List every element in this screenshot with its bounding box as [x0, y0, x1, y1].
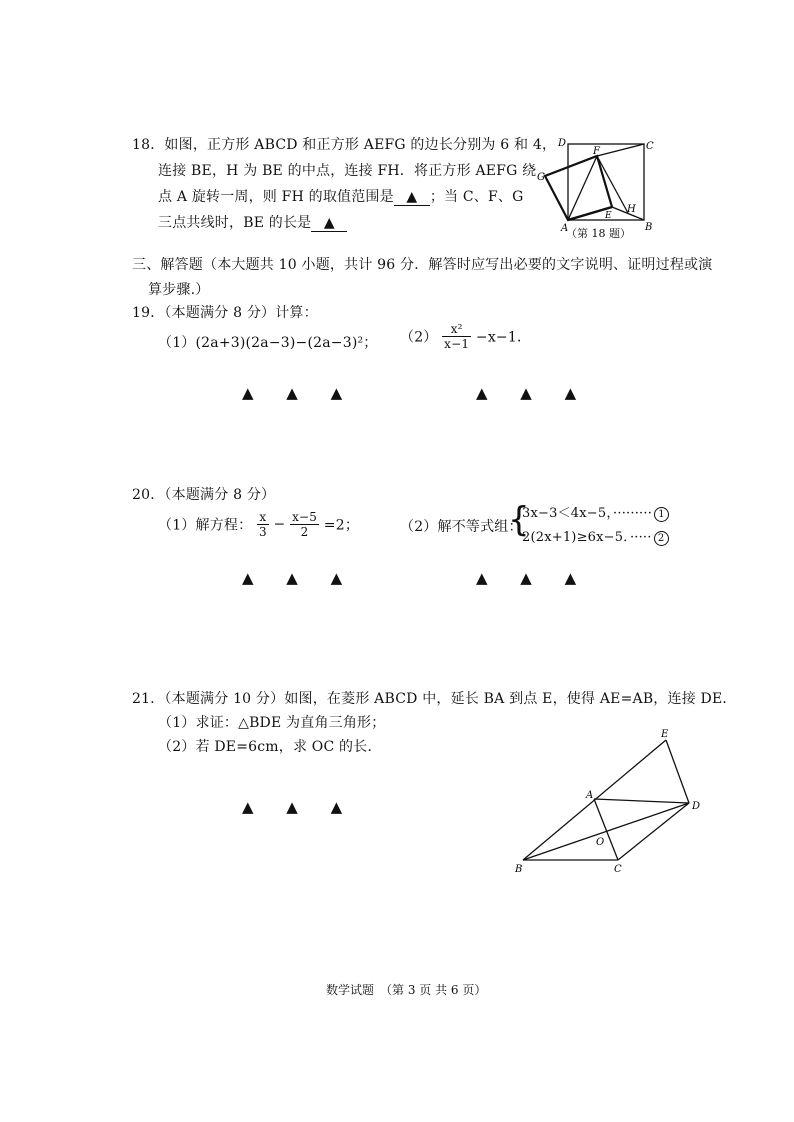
q18-line4-text: 三点共线时，BE 的长是: [158, 215, 312, 231]
q19-header: 19．（本题满分 8 分）计算：: [132, 305, 318, 321]
q20-minus: −: [273, 516, 286, 533]
q20-fraction-2-den: 2: [300, 525, 309, 539]
page-footer: 数学试题 （第 3 页 共 6 页）: [326, 983, 487, 997]
q20-fraction-1-den: 3: [258, 525, 267, 539]
q19-part2-prefix: （2）: [400, 329, 438, 346]
section3-line2: 算步骤.）: [148, 282, 210, 298]
segment-fh: [597, 156, 628, 213]
q21-header: 21．（本题满分 10 分）如图，在菱形 ABCD 中，延长 BA 到点 E，使得 AE=AB，连接 DE．: [132, 691, 737, 707]
q20-part1: [158, 510, 359, 539]
q19-part1: （1）(2a+3)(2a−3)−(2a−3)²；: [158, 335, 378, 351]
q19-fraction-den: x−1: [444, 337, 470, 351]
q20-inequality-1-text: 3x−3＜4x−5，·········: [522, 506, 653, 521]
segment-dc: [618, 803, 689, 860]
q18-label-a: A: [561, 223, 569, 234]
q21-label-o: O: [596, 837, 605, 848]
q19-fraction-num: x²: [442, 322, 471, 337]
segment-ad: [594, 799, 689, 803]
q18-line3: [158, 186, 524, 206]
q19-answer-right: ▲ ▲ ▲: [476, 384, 591, 402]
q18-caption: （第 18 题）: [566, 227, 631, 240]
q18-label-b: B: [645, 222, 653, 233]
q21-figure: [506, 726, 710, 878]
q20-part1-suffix: =2；: [323, 517, 360, 534]
q20-fraction-1-num: x: [257, 510, 269, 525]
q19-answer-left: ▲ ▲ ▲: [242, 384, 357, 402]
q20-inequality-2: [522, 526, 669, 546]
segment-fc: [597, 144, 644, 156]
q20-inequality-1: [522, 502, 669, 522]
q21-label-d: D: [692, 801, 701, 812]
q18-label-f: F: [593, 146, 600, 157]
q18-line3-text-b: ；当 C、F、G: [429, 189, 524, 205]
q20-answer-right: ▲ ▲ ▲: [476, 569, 591, 587]
segment-ed: [666, 740, 689, 803]
q20-fraction-2: [290, 510, 319, 539]
q18-line2: 连接 BE，H 为 BE 的中点，连接 FH．将正方形 AEFG 绕: [158, 163, 537, 179]
q20-answer-left: ▲ ▲ ▲: [242, 569, 357, 587]
segment-ac: [594, 799, 618, 860]
q20-inequality-2-marker: 2: [654, 531, 669, 546]
q20-system-brace: {: [508, 500, 530, 540]
section3-line1: 三、解答题（本大题共 10 小题，共计 96 分．解答时应写出必要的文字说明、证明过程或演: [132, 257, 713, 273]
q19-part2-suffix: −x−1．: [475, 329, 532, 346]
q18-line1: 18．如图，正方形 ABCD 和正方形 AEFG 的边长分别为 6 和 4，: [132, 137, 557, 153]
q21-label-b: B: [515, 864, 523, 875]
q18-blank-1: ▲: [394, 189, 430, 206]
q21-part1: （1）求证：△BDE 为直角三角形；: [158, 715, 386, 731]
q19-part2: [400, 322, 531, 351]
q19-fraction: [442, 322, 471, 351]
q20-fraction-2-num: x−5: [292, 510, 318, 524]
q18-label-h: H: [627, 204, 636, 215]
q18-line4: [158, 212, 347, 232]
q18-label-g: G: [537, 172, 545, 183]
q20-inequality-1-marker: 1: [654, 507, 669, 522]
q20-fraction-1: [257, 510, 269, 539]
q18-blank-2: ▲: [311, 215, 347, 232]
q20-header: 20．（本题满分 8 分）: [132, 487, 276, 503]
segment-bd: [523, 803, 689, 860]
q21-label-e: E: [661, 729, 669, 740]
q21-label-c: C: [614, 864, 622, 875]
q18-label-c: C: [646, 141, 654, 152]
q21-answer: ▲ ▲ ▲: [242, 798, 357, 816]
q20-part2-prefix: （2）解不等式组：: [400, 519, 523, 535]
q18-line3-text-a: 点 A 旋转一周，则 FH 的取值范围是: [158, 189, 394, 205]
q18-label-e: E: [605, 211, 612, 221]
q20-inequality-2-text: 2(2x+1)≥6x−5．·····: [522, 530, 652, 545]
q21-label-a: A: [586, 790, 594, 801]
q18-label-d: D: [558, 138, 567, 149]
q21-part2: （2）若 DE=6cm，求 OC 的长．: [158, 739, 382, 755]
q20-part1-prefix: （1）解方程：: [158, 517, 253, 534]
